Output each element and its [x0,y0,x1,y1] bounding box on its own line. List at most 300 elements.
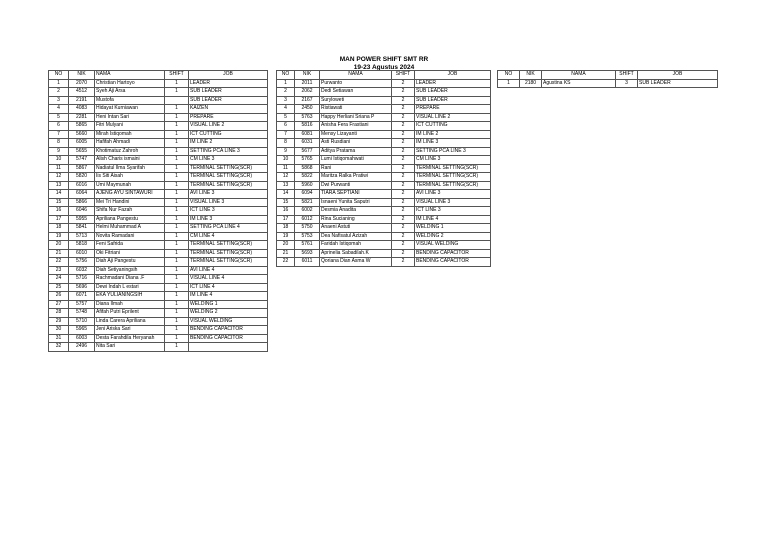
header-job: JOB [638,71,718,80]
cell-name: Asti Rusdiani [320,139,392,148]
cell-no: 22 [49,258,69,267]
header-shift: SHIFT [616,71,638,80]
cell-no: 4 [277,105,295,114]
cell-nik: 5748 [69,309,95,318]
cell-nik: 2191 [69,96,95,105]
cell-no: 32 [49,343,69,352]
cell-nik: 5866 [69,198,95,207]
table-header-row [49,71,268,80]
cell-nik: 2180 [520,79,542,88]
table-row [277,198,491,207]
cell-nik: 5763 [295,113,320,122]
cell-nik: 5765 [295,156,320,165]
table-row [49,292,268,301]
header-shift: SHIFT [165,71,189,80]
table-row [277,241,491,250]
header-name: NAMA [542,71,616,80]
cell-job: BENDING CAPACITOR [189,326,268,335]
cell-name: Agustina KS [542,79,616,88]
table-row [49,113,268,122]
table-row [277,232,491,241]
cell-job: TERMINAL SETTING(SCR) [415,173,491,182]
cell-nik: 2070 [69,79,95,88]
cell-nik: 5693 [295,249,320,258]
cell-no: 26 [49,292,69,301]
cell-job: WELDING 2 [189,309,268,318]
cell-name: Suryloweti [320,96,392,105]
cell-shift: 1 [165,105,189,114]
shift-3-table [497,70,718,88]
cell-job: ICT LINE 4 [189,283,268,292]
cell-job: TERMINAL SETTING(SCR) [189,249,268,258]
cell-name: Syeh Aji Arsa [95,88,165,97]
cell-no: 12 [277,173,295,182]
cell-no: 13 [49,181,69,190]
cell-name: Diah Aji Pangestu [95,258,165,267]
cell-nik: 5747 [69,156,95,165]
cell-name: Dwi Purwanti [320,181,392,190]
cell-job: SUB LEADER [638,79,718,88]
table-row [49,190,268,199]
cell-shift: 1 [165,215,189,224]
cell-no: 20 [277,241,295,250]
cell-nik: 4083 [69,105,95,114]
cell-name: Ristiawati [320,105,392,114]
cell-name: Fitri Mulyani [95,122,165,131]
table-row [277,79,491,88]
cell-no: 3 [277,96,295,105]
cell-nik: 5713 [69,232,95,241]
cell-job: VISUAL LINE 2 [189,122,268,131]
cell-nik: 5955 [69,215,95,224]
cell-no: 10 [49,156,69,165]
cell-nik: 5750 [295,224,320,233]
cell-no: 24 [49,275,69,284]
cell-shift: 2 [392,139,415,148]
cell-no: 19 [277,232,295,241]
table-header-row [277,71,491,80]
cell-name: Desmia Anadita [320,207,392,216]
cell-shift [165,96,189,105]
cell-shift: 2 [392,249,415,258]
cell-nik: 5710 [69,317,95,326]
cell-job: SUB LEADER [415,88,491,97]
table-row [277,224,491,233]
cell-no: 11 [277,164,295,173]
cell-no: 27 [49,300,69,309]
cell-nik: 5677 [295,147,320,156]
cell-no: 1 [277,79,295,88]
cell-nik: 6071 [69,292,95,301]
cell-shift: 1 [165,266,189,275]
table-row [277,173,491,182]
cell-no: 18 [277,224,295,233]
cell-shift: 1 [165,343,189,352]
table-row [49,139,268,148]
cell-shift: 1 [165,207,189,216]
cell-no: 31 [49,334,69,343]
cell-shift: 1 [165,326,189,335]
cell-job: TERMINAL SETTING(SCR) [189,241,268,250]
table-row [49,258,268,267]
cell-no: 20 [49,241,69,250]
table-row [277,190,491,199]
cell-nik: 2167 [295,96,320,105]
cell-nik: 6005 [69,139,95,148]
table-row [49,105,268,114]
cell-shift: 1 [165,173,189,182]
cell-job: IM LINE 3 [415,139,491,148]
cell-nik: 6016 [69,181,95,190]
cell-name: Hidayat Kurniawan [95,105,165,114]
cell-no: 4 [49,105,69,114]
cell-shift: 2 [392,96,415,105]
header-job: JOB [415,71,491,80]
cell-nik: 2011 [295,79,320,88]
cell-nik: 6010 [69,249,95,258]
table-row [49,249,268,258]
cell-nik: 5965 [69,326,95,335]
cell-name: Mei Tri Handini [95,198,165,207]
cell-shift: 3 [616,79,638,88]
cell-job: VISUAL WELDING [415,241,491,250]
table-row [277,258,491,267]
cell-name: Mensy Lizayanti [320,130,392,139]
cell-no: 13 [277,181,295,190]
cell-no: 6 [49,122,69,131]
cell-no: 17 [49,215,69,224]
cell-shift: 2 [392,232,415,241]
cell-job: SETTING PCA LINE 3 [189,147,268,156]
cell-no: 1 [498,79,520,88]
cell-job: IM LINE 4 [415,215,491,224]
cell-name: Isnaeni Yunita Saputri [320,198,392,207]
cell-shift: 1 [165,156,189,165]
cell-no: 21 [277,249,295,258]
header-nik: NIK [69,71,95,80]
cell-no: 21 [49,249,69,258]
table-row [49,96,268,105]
cell-no: 1 [49,79,69,88]
cell-job: VISUAL LINE 3 [189,198,268,207]
table-row [277,207,491,216]
cell-job: PREPARE [415,105,491,114]
cell-name: Aditya Pratama [320,147,392,156]
table-row [49,164,268,173]
sheet-subtitle: 19-23 Agustus 2024 [353,64,415,71]
table-row [277,147,491,156]
cell-no: 5 [49,113,69,122]
table-row [49,207,268,216]
cell-name: AJENG AYU SINTAWURI [95,190,165,199]
cell-name: Diah Setiyaningsih [95,266,165,275]
cell-no: 2 [49,88,69,97]
cell-nik: 5822 [295,173,320,182]
cell-no: 22 [277,258,295,267]
cell-name: Oki Fitriani [95,249,165,258]
cell-no: 23 [49,266,69,275]
cell-job: SETTING PCA LINE 4 [189,224,268,233]
cell-nik: 5660 [69,130,95,139]
cell-job: ICT CUTTING [415,122,491,131]
cell-name: Iis Siti Aisah [95,173,165,182]
cell-job: VISUAL LINE 2 [415,113,491,122]
cell-no: 16 [277,207,295,216]
cell-job: WELDING 2 [415,232,491,241]
table-row [49,283,268,292]
cell-name: Umi Maymunah [95,181,165,190]
header-job: JOB [189,71,268,80]
cell-job: AVI LINE 4 [189,266,268,275]
cell-no: 10 [277,156,295,165]
cell-shift: 2 [392,258,415,267]
cell-job: CM LINE 3 [415,156,491,165]
cell-job: SUB LEADER [189,88,268,97]
cell-shift: 2 [392,79,415,88]
cell-job: CM LINE 4 [189,232,268,241]
cell-name: Happy Herliani Sriana P [320,113,392,122]
table-row [277,164,491,173]
cell-nik: 5867 [69,164,95,173]
cell-no: 8 [277,139,295,148]
cell-nik: 6094 [295,190,320,199]
cell-no: 7 [49,130,69,139]
cell-job: VISUAL LINE 3 [415,198,491,207]
table-header-row [498,71,718,80]
cell-job: ICT LINE 3 [189,207,268,216]
table-row [277,105,491,114]
cell-nik: 5761 [295,241,320,250]
cell-job: TERMINAL SETTING(SCR) [415,181,491,190]
table-row [49,224,268,233]
cell-shift: 1 [165,283,189,292]
table-row [49,266,268,275]
cell-job: ICT LINE 3 [415,207,491,216]
cell-shift: 2 [392,241,415,250]
cell-job: AVI LINE 3 [415,190,491,199]
cell-job: TERMINAL SETTING(SCR) [189,164,268,173]
header-shift: SHIFT [392,71,415,80]
cell-nik: 5818 [69,241,95,250]
cell-shift: 1 [165,164,189,173]
cell-no: 17 [277,215,295,224]
shift-2-table [276,70,491,267]
cell-job: VISUAL WELDING [189,317,268,326]
table-row [49,173,268,182]
cell-no: 14 [49,190,69,199]
cell-job: TERMINAL SETTING(SCR) [189,173,268,182]
cell-shift: 1 [165,232,189,241]
header-no: NO [498,71,520,80]
cell-job: CM LINE 3 [189,156,268,165]
cell-shift: 2 [392,207,415,216]
header-name: NAMA [320,71,392,80]
cell-no: 15 [49,198,69,207]
cell-nik: 5865 [69,122,95,131]
cell-name: EKA YULIANINGSIH [95,292,165,301]
cell-name: Christian Hartoyo [95,79,165,88]
cell-name: Helmi Muhammad A [95,224,165,233]
table-row [49,334,268,343]
cell-name: Purwanto [320,79,392,88]
cell-nik: 6002 [295,207,320,216]
cell-nik: 5841 [69,224,95,233]
cell-job: TERMINAL SETTING(SCR) [189,181,268,190]
cell-job: SETTING PCA LINE 3 [415,147,491,156]
cell-name: Linda Carera Apriliana [95,317,165,326]
cell-name: Anisha Fera Frastiani [320,122,392,131]
cell-job: IM LINE 3 [189,215,268,224]
cell-job: TERMINAL SETTING(SCR) [189,258,268,267]
cell-shift: 1 [165,88,189,97]
table-row [49,147,268,156]
table-row [277,139,491,148]
cell-job: WELDING 1 [189,300,268,309]
cell-nik: 5655 [69,147,95,156]
cell-nik: 2496 [69,343,95,352]
header-no: NO [277,71,295,80]
cell-job: ICT CUTTING [189,130,268,139]
cell-name: Qoriana Dian Asma W [320,258,392,267]
cell-shift: 2 [392,181,415,190]
cell-nik: 5756 [69,258,95,267]
cell-nik: 5821 [295,198,320,207]
cell-name: Faridah Istiqomah [320,241,392,250]
cell-shift: 2 [392,147,415,156]
table-row [49,309,268,318]
cell-shift: 2 [392,224,415,233]
table-row [277,88,491,97]
cell-name: Rani [320,164,392,173]
cell-name: Nita Sari [95,343,165,352]
cell-nik: 6046 [69,207,95,216]
cell-name: Afifah Putri Eprilent [95,309,165,318]
cell-name: Hafifah Ahmadi [95,139,165,148]
cell-nik: 6064 [69,190,95,199]
cell-no: 25 [49,283,69,292]
cell-shift: 1 [165,300,189,309]
cell-name: Dea Nafisatul Azizah [320,232,392,241]
cell-name: Maritza Ralka Pratiwi [320,173,392,182]
table-row [49,232,268,241]
cell-no: 9 [49,147,69,156]
cell-shift: 2 [392,156,415,165]
cell-shift: 1 [165,190,189,199]
cell-no: 2 [277,88,295,97]
table-row [49,343,268,352]
cell-shift: 1 [165,317,189,326]
cell-job: BENDING CAPACITOR [189,334,268,343]
cell-shift: 1 [165,198,189,207]
cell-job: IM LINE 2 [189,139,268,148]
cell-shift: 2 [392,88,415,97]
header-nik: NIK [520,71,542,80]
cell-shift: 1 [165,130,189,139]
table-row [277,181,491,190]
cell-job: VISUAL LINE 4 [189,275,268,284]
table-row [49,326,268,335]
cell-job: LEADER [415,79,491,88]
table-row [49,156,268,165]
cell-name: Khotimatuz Zahroh [95,147,165,156]
cell-name: Shifa Nur Fazah [95,207,165,216]
cell-name: Nadiatul Ilma Syarifah [95,164,165,173]
cell-name: Rachmadani Diana .F [95,275,165,284]
cell-no: 18 [49,224,69,233]
table-row [49,215,268,224]
cell-nik: 6011 [295,258,320,267]
cell-nik: 6081 [295,130,320,139]
cell-job: KAIZEN [189,105,268,114]
cell-shift: 1 [165,334,189,343]
cell-shift: 2 [392,198,415,207]
cell-name: Mustofa [95,96,165,105]
cell-shift: 1 [165,122,189,131]
cell-nik: 6031 [295,139,320,148]
cell-shift: 1 [165,292,189,301]
header-no: NO [49,71,69,80]
cell-nik: 2062 [295,88,320,97]
cell-job: TERMINAL SETTING(SCR) [415,164,491,173]
cell-job: IM LINE 2 [415,130,491,139]
cell-no: 28 [49,309,69,318]
cell-shift: 2 [392,164,415,173]
cell-shift: 2 [392,122,415,131]
cell-no: 14 [277,190,295,199]
cell-nik: 5753 [295,232,320,241]
table-row [49,130,268,139]
cell-no: 19 [49,232,69,241]
table-row [49,122,268,131]
cell-shift: 2 [392,130,415,139]
cell-name: Lumi Istiqomahwati [320,156,392,165]
table-row [277,249,491,258]
cell-name: Apriliana Pangestu [95,215,165,224]
cell-nik: 5757 [69,300,95,309]
sheet-title: MAN POWER SHIFT SMT RR [339,56,429,63]
cell-job: BENDING CAPACITOR [415,249,491,258]
cell-nik: 2281 [69,113,95,122]
header-nik: NIK [295,71,320,80]
cell-job [189,343,268,352]
cell-job: IM LINE 4 [189,292,268,301]
table-row [49,241,268,250]
table-row [49,275,268,284]
table-row [277,96,491,105]
cell-shift: 1 [165,79,189,88]
table-row [49,79,268,88]
cell-name: Heni Intan Sari [95,113,165,122]
cell-shift: 1 [165,139,189,148]
cell-shift: 1 [165,224,189,233]
cell-name: Alish Charis ismaini [95,156,165,165]
cell-name: Jeni Ariska Sari [95,326,165,335]
cell-no: 12 [49,173,69,182]
table-row [277,156,491,165]
cell-name: Feni Safrida [95,241,165,250]
shift-1-table [48,70,268,352]
cell-shift: 1 [165,241,189,250]
cell-nik: 5820 [69,173,95,182]
cell-no: 7 [277,130,295,139]
cell-no: 16 [49,207,69,216]
cell-nik: 6012 [295,215,320,224]
cell-shift: 2 [392,113,415,122]
cell-no: 8 [49,139,69,148]
table-row [277,130,491,139]
cell-no: 3 [49,96,69,105]
table-row [277,215,491,224]
